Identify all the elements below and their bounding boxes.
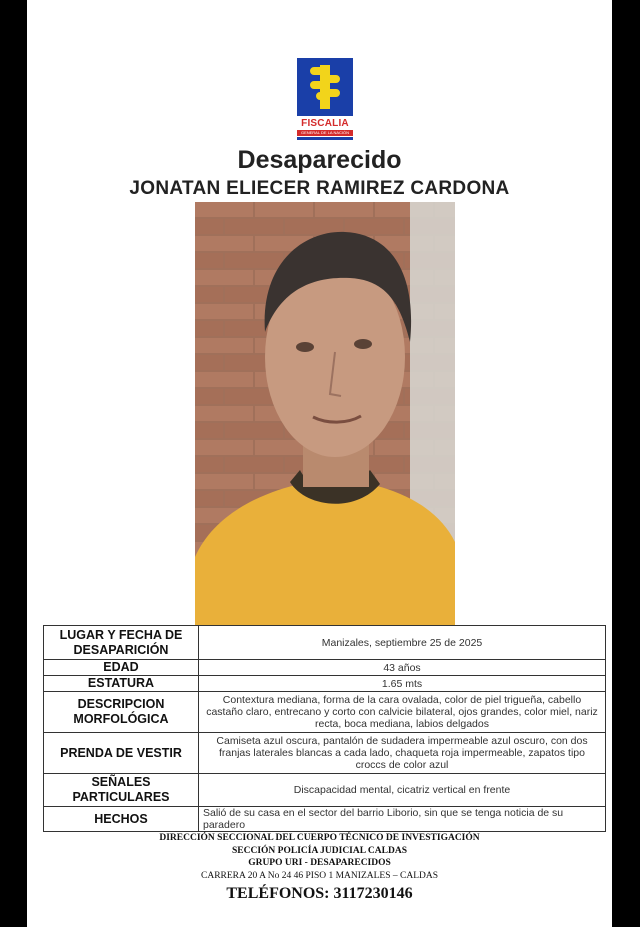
row-value: Contextura mediana, forma de la cara ovalada, color de piel trigueña, cabello castaño claro, entrecano y corto con calvicie bilateral, ojos grandes, color miel, nariz recta, boca mediana, labios delgados: [199, 692, 606, 733]
fiscalia-logo: [297, 58, 353, 146]
poster: [27, 0, 612, 927]
table-row: [44, 692, 606, 733]
person-name: JONATAN ELIECER RAMIREZ CARDONA: [129, 178, 510, 199]
footer-line: GRUPO URI - DESAPARECIDOS: [248, 858, 391, 868]
row-value: Camiseta azul oscura, pantalón de sudadera impermeable azul oscuro, con dos franjas laterales blancas a cada lado, chaqueta roja impermeable, zapatos tipo croccs de color azul: [199, 733, 606, 774]
table-row: [44, 626, 606, 660]
table-row: [44, 807, 606, 832]
footer-line: SECCIÓN POLICÍA JUDICIAL CALDAS: [232, 845, 407, 856]
logo-emblem: [297, 58, 353, 116]
footer: [27, 832, 612, 904]
row-value: Discapacidad mental, cicatriz vertical en frente: [199, 774, 606, 807]
row-label: SEÑALES PARTICULARES: [44, 774, 199, 807]
logo-subtitle: GENERAL DE LA NACIÓN: [297, 130, 353, 136]
row-label: HECHOS: [44, 807, 199, 832]
row-label: ESTATURA: [44, 676, 199, 692]
logo-underline: [297, 137, 353, 140]
details-table: [43, 625, 606, 832]
footer-line: DIRECCIÓN SECCIONAL DEL CUERPO TÉCNICO DE INVESTIGACIÓN: [159, 833, 480, 843]
table-row: [44, 774, 606, 807]
table-row: [44, 660, 606, 676]
puzzle-icon: [305, 63, 345, 111]
person-photo: [195, 202, 455, 625]
row-value: Manizales, septiembre 25 de 2025: [199, 626, 606, 660]
table-row: [44, 676, 606, 692]
footer-address: CARRERA 20 A No 24 46 PISO 1 MANIZALES – CALDAS: [201, 870, 438, 881]
row-label: LUGAR Y FECHA DE DESAPARICIÓN: [44, 626, 199, 660]
logo-name: FISCALIA: [301, 118, 349, 129]
row-label: PRENDA DE VESTIR: [44, 733, 199, 774]
row-label: EDAD: [44, 660, 199, 676]
table-row: [44, 733, 606, 774]
row-value: 1.65 mts: [199, 676, 606, 692]
footer-phone: TELÉFONOS: 3117230146: [226, 885, 413, 902]
page-title: Desaparecido: [237, 146, 402, 174]
row-value: Salió de su casa en el sector del barrio Liborio, sin que se tenga noticia de su paradero: [199, 807, 606, 832]
row-value: 43 años: [199, 660, 606, 676]
row-label: DESCRIPCION MORFOLÓGICA: [44, 692, 199, 733]
